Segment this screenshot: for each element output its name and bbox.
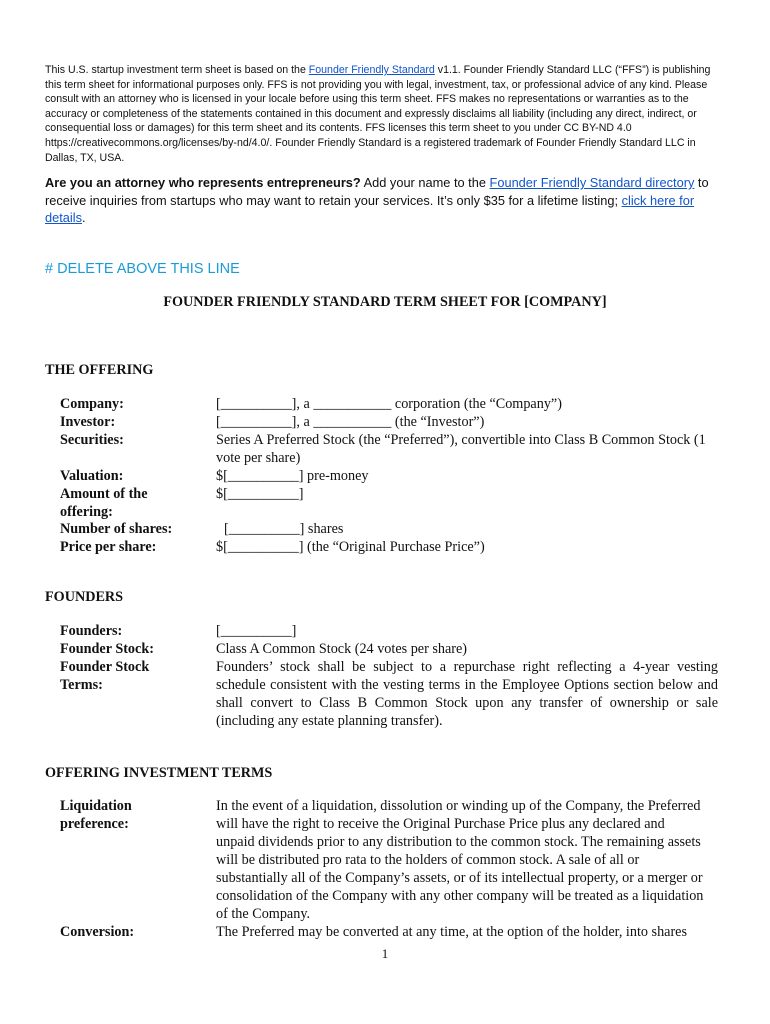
amount-label: Amount of the offering: [60,486,148,520]
founder-stock-label: Founder Stock: [60,641,154,657]
valuation-value: $[__________] pre-money [216,468,369,484]
promo-question: Are you an attorney who represents entrepreneurs? [45,175,361,190]
founders-label: Founders: [60,623,123,639]
directory-link[interactable]: Founder Friendly Standard directory [489,175,695,190]
page-number: 1 [381,946,389,961]
promo-text-3: . [82,210,86,225]
securities-value: Series A Preferred Stock (the “Preferred”), convertible into Class B Common Stock (1 vote per share) [216,432,706,466]
price-label: Price per share: [60,539,157,555]
conversion-value: The Preferred may be converted at any time, at the option of the holder, into shares [216,924,687,940]
shares-label: Number of shares: [60,521,173,537]
attorney-promo-paragraph [45,174,725,227]
details-link[interactable]: click here for details [45,192,695,225]
founder-stock-value: Class A Common Stock (24 votes per share) [216,641,468,657]
founders-value: [__________] [216,623,297,639]
securities-label: Securities: [60,432,124,448]
liquidation-label: Liquidation preference: [60,798,132,832]
section-heading-investment-terms: OFFERING INVESTMENT TERMS [45,765,273,781]
amount-value: $[__________] [216,486,304,502]
founder-friendly-standard-link[interactable]: Founder Friendly Standard [308,64,435,76]
company-label: Company: [60,396,124,412]
company-value: [__________], a ___________ corporation (the “Company”) [216,396,562,412]
founder-stock-terms-label: Founder Stock Terms: [60,659,150,693]
section-heading-founders: FOUNDERS [45,589,124,605]
section-heading-offering: THE OFFERING [45,362,154,378]
founder-stock-terms-value: Founders’ stock shall be subject to a repurchase right reflecting a 4-year vesting schedule consistent with the vesting terms in the Employee Options section below and shall convert to Class B Common Stock upon any transfer of ownership or sale (including any estate planning transfer). [216,659,718,729]
disclaimer-text-2: v1.1. Founder Friendly Standard LLC (“FFS”) is publishing this term sheet for informational purposes only. FFS is not providing you with legal, investment, tax, or professional advice of any kind. Please consult with an attorney who is licensed in your locale before using this term sheet. FFS makes no representations or warranties as to the accuracy or completeness of the statements contained in this document and expressly disclaims all liability (including any direct, indirect, or consequential loss or damages) for this term sheet and its contents. FFS licenses this term sheet to you under CC BY-ND 4.0 https://creativecommons.org/licenses/by-nd/4.0/. Founder Friendly Standard is a registered trademark of Founder Friendly Standard LLC in Dallas, TX, USA. [45,64,711,164]
document-title: FOUNDER FRIENDLY STANDARD TERM SHEET FOR [COMPANY] [163,294,607,310]
valuation-label: Valuation: [60,468,124,484]
disclaimer-paragraph [45,63,725,165]
promo-text-1: Add your name to the [360,175,490,190]
investor-value: [__________], a ___________ (the “Investor”) [216,414,485,430]
price-value: $[__________] (the “Original Purchase Price”) [216,539,485,555]
disclaimer-text-1: This U.S. startup investment term sheet is based on the [45,64,309,76]
liquidation-value: In the event of a liquidation, dissolution or winding up of the Company, the Preferred will have the right to receive the Original Purchase Price plus any declared and unpaid dividends prior to any distribution to the common stock. The remaining assets will be distributed pro rata to the holders of common stock. A sale of all or substantially all of the Company’s assets, or of its intellectual property, or a merger or consolidation of the Company with any other company will be treated as a liquidation of the Company. [216,798,704,922]
conversion-label: Conversion: [60,924,135,940]
promo-text-2: to receive inquiries from startups who may want to retain your services. It’s only $35 for a lifetime listing; [45,175,709,208]
shares-value: [__________] shares [224,521,344,537]
delete-above-line: # DELETE ABOVE THIS LINE [45,261,240,277]
investor-label: Investor: [60,414,116,430]
